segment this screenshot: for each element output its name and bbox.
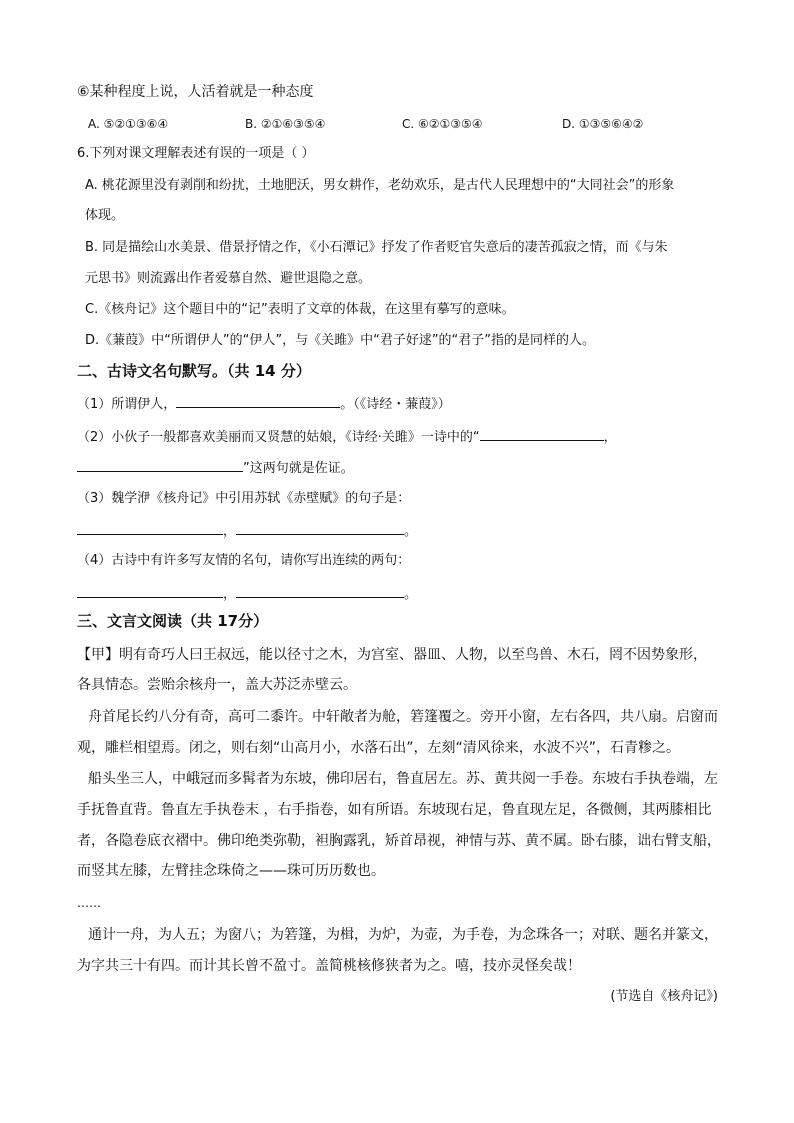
fill-question-1-prefix: （1）所谓伊人， xyxy=(77,397,177,412)
q5-option-b[interactable]: B. ②①⑥③⑤④ xyxy=(245,117,326,131)
passage-ellipsis: …… xyxy=(77,896,101,910)
fill-question-2-comma: ， xyxy=(603,430,617,445)
answer-blank-1[interactable] xyxy=(176,393,340,408)
comma: ， xyxy=(223,587,237,602)
q6-option-b-line1: B. 同是描绘山水美景、借景抒情之作，《小石潭记》抒发了作者贬官失意后的凄苦孤寂之情，而《与朱 xyxy=(85,240,668,255)
fill-question-1 xyxy=(77,393,451,415)
passage-p3-line1: 船头坐三人，中峨冠而多髯者为东坡，佛印居右，鲁直居左。苏、黄共阅一手卷。东坡右手执卷端，左 xyxy=(88,771,718,787)
answer-blank-2b[interactable] xyxy=(77,457,243,472)
fill-question-2-line1 xyxy=(77,426,617,448)
passage-p4-line2: 为字共三十有四。而计其长曾不盈寸。盖简桃核修狭者为之。嘻，技亦灵怪矣哉！ xyxy=(77,958,581,974)
q5-item-6: ⑥某种程度上说，人活着就是一种态度 xyxy=(77,84,314,100)
q5-option-d[interactable]: D. ①③⑤⑥④② xyxy=(562,117,644,131)
answer-blank-2a[interactable] xyxy=(480,426,604,441)
passage-p4-line1: 通计一舟，为人五；为窗八；为箬篷，为楫，为炉，为壶，为手卷，为念珠各一；对联、题名并篆文， xyxy=(88,927,718,943)
answer-blank-3b[interactable] xyxy=(236,520,404,535)
passage-p2-line1: 舟首尾长约八分有奇，高可二黍许。中轩敞者为舱，箬篷覆之。旁开小窗，左右各四，共八扇。启窗而 xyxy=(88,709,718,725)
q6-option-c: C.《核舟记》这个题目中的“记”表明了文章的体裁，在这里有摹写的意味。 xyxy=(85,302,515,317)
passage-source: (节选自《核舟记》) xyxy=(610,989,718,1004)
fill-question-4-text: （4）古诗中有许多写友情的名句，请你写出连续的两句： xyxy=(77,553,411,568)
q6-option-a-line2: 体现。 xyxy=(85,208,125,223)
fill-question-2-line2 xyxy=(77,457,354,479)
fill-question-3-answers xyxy=(77,520,417,542)
q6-option-a-line1: A. 桃花源里没有剥削和纷扰，土地肥沃，男女耕作，老幼欢乐，是古代人民理想中的“大同社会”的形象 xyxy=(85,178,675,193)
q6-option-d: D.《蒹葭》中“所谓伊人”的“伊人”，与《关雎》中“君子好逑”的“君子”指的是同样的人。 xyxy=(85,333,596,348)
passage-p2-line2: 观，雕栏相望焉。闭之，则右刻“山高月小，水落石出”，左刻“清风徐来，水波不兴”，石青糁之。 xyxy=(77,740,681,756)
period: 。 xyxy=(404,587,418,602)
passage-p3-line2: 手抚鲁直背。鲁直左手执卷末 ，右手指卷，如有所语。东坡现右足，鲁直现左足，各微侧，其两膝相比 xyxy=(77,802,712,818)
section-2-heading: 二、古诗文名句默写。（共 14 分） xyxy=(77,362,311,380)
passage-p1-line2: 各具情态。尝贻余核舟一，盖大苏泛赤壁云。 xyxy=(77,677,357,693)
fill-question-4-answers xyxy=(77,583,417,605)
fill-question-3-text: （3）魏学洢《核舟记》中引用苏轼《赤壁赋》的句子是： xyxy=(77,491,411,506)
period: 。 xyxy=(404,524,418,539)
q5-option-a[interactable]: A. ⑤②①③⑥④ xyxy=(88,117,169,131)
comma: ， xyxy=(223,524,237,539)
fill-question-2-text: （2）小伙子一般都喜欢美丽而又贤慧的姑娘，《诗经·关雎》一诗中的“ xyxy=(77,430,480,445)
passage-p3-line4: 而竖其左膝，左臂挂念珠倚之——珠可历历数也。 xyxy=(77,863,385,879)
q6-stem: 6.下列对课文理解表述有误的一项是（ ） xyxy=(77,146,315,161)
answer-blank-4b[interactable] xyxy=(236,583,404,598)
answer-blank-4a[interactable] xyxy=(77,583,223,598)
passage-p3-line3: 者，各隐卷底衣褶中。佛印绝类弥勒，袒胸露乳，矫首昂视，神情与苏、黄不属。卧右膝，诎右臂支船， xyxy=(77,833,721,849)
q5-option-c[interactable]: C. ⑥②①③⑤④ xyxy=(402,117,483,131)
fill-question-2-suffix: ”这两句就是佐证。 xyxy=(243,461,354,476)
section-3-heading: 三、文言文阅读（共 17分） xyxy=(77,612,269,630)
q6-option-b-line2: 元思书》则流露出作者爱慕自然、避世退隐之意。 xyxy=(85,271,372,286)
answer-blank-3a[interactable] xyxy=(77,520,223,535)
passage-p1-line1: 【甲】明有奇巧人曰王叔远，能以径寸之木，为宫室、器皿、人物，以至鸟兽、木石，罔不因势象形， xyxy=(77,647,707,663)
fill-question-1-suffix: 。（《诗经・蒹葭》） xyxy=(340,397,451,412)
